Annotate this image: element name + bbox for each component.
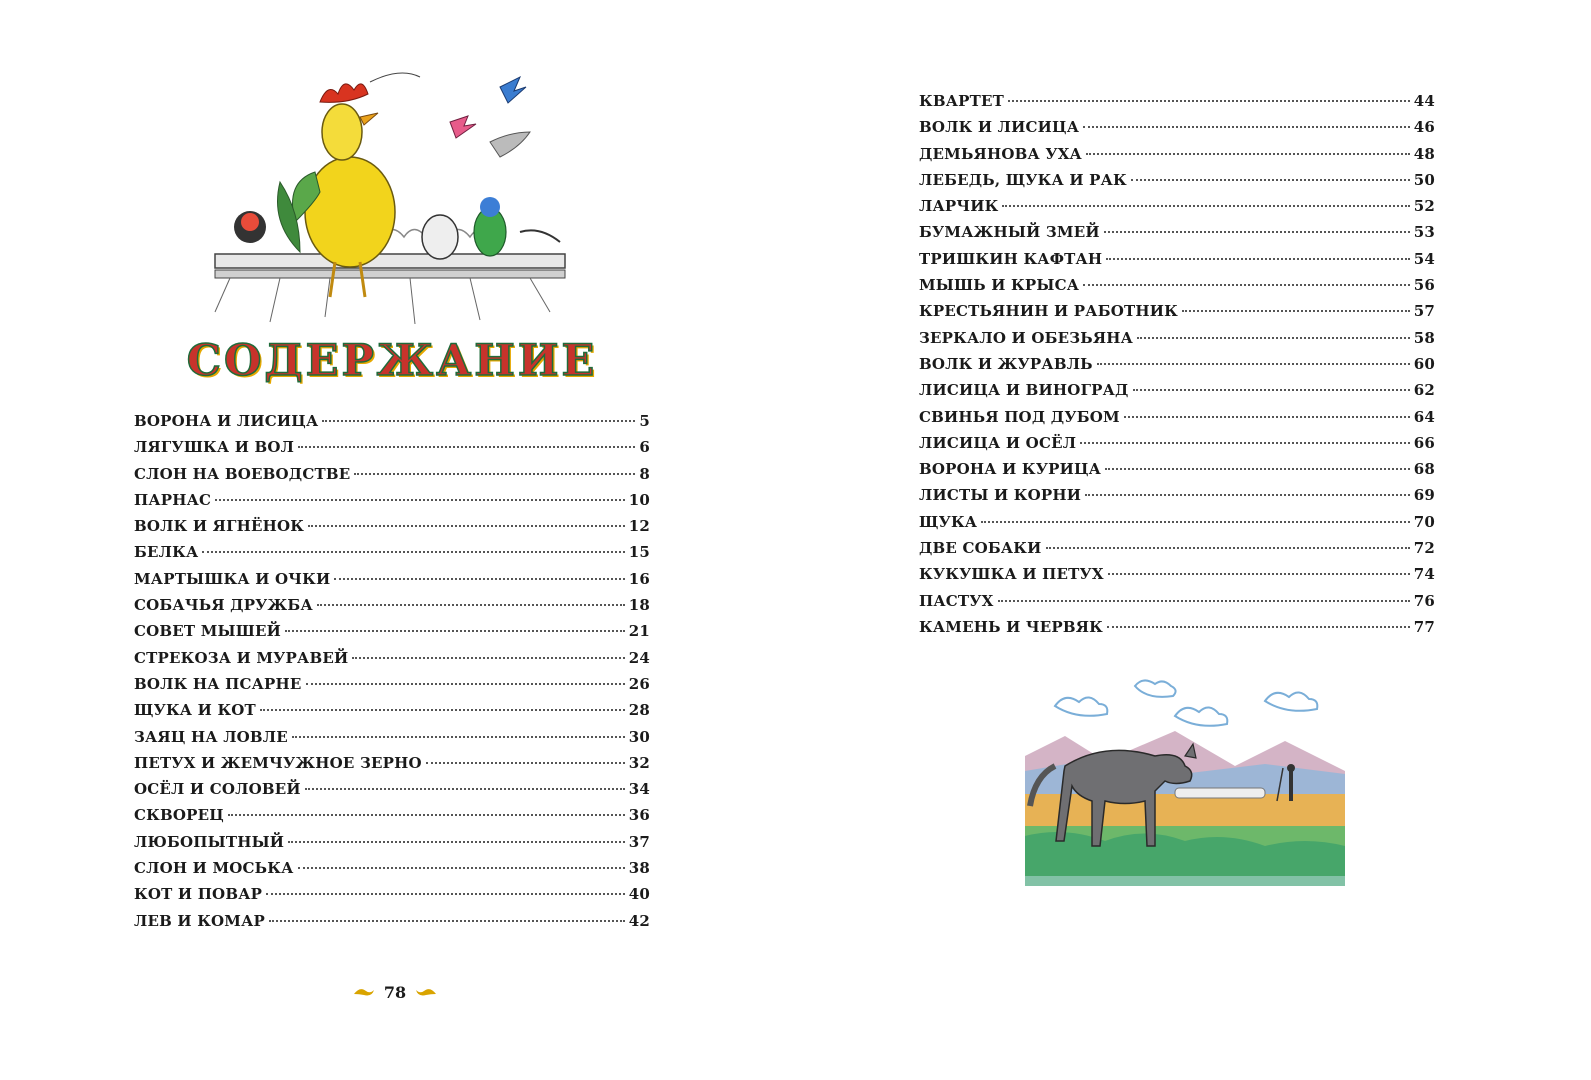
toc-entry-title: СОВЕТ МЫШЕЙ — [134, 622, 281, 641]
toc-entry-page: 44 — [1413, 92, 1435, 110]
toc-entry-title: ЛЮБОПЫТНЫЙ — [134, 832, 285, 851]
toc-entry-page: 72 — [1413, 539, 1435, 558]
toc-entry — [134, 622, 650, 648]
toc-entry-page: 53 — [1413, 223, 1435, 242]
dot-leader — [354, 472, 635, 475]
rooster-and-birds-illustration — [210, 62, 570, 332]
dot-leader — [288, 840, 625, 843]
toc-entry-title: СВИНЬЯ ПОД ДУБОМ — [919, 407, 1120, 426]
toc-entry-title: ЛЯГУШКА И ВОЛ — [134, 438, 295, 457]
dot-leader — [1108, 572, 1410, 575]
toc-entry — [919, 329, 1435, 355]
toc-entry — [134, 859, 650, 885]
toc-entry-page: 18 — [628, 596, 650, 615]
toc-entry — [134, 649, 650, 675]
toc-entry-page: 26 — [628, 674, 650, 693]
toc-entry-title: ЛИСИЦА И ВИНОГРАД — [919, 381, 1129, 400]
toc-entry-title: ОСЁЛ И СОЛОВЕЙ — [134, 780, 301, 799]
toc-entry — [134, 543, 650, 569]
toc-entry — [919, 223, 1435, 249]
dot-leader — [292, 735, 625, 738]
dot-leader — [1105, 467, 1410, 470]
toc-entry-title: МЫШЬ И КРЫСА — [919, 276, 1080, 295]
dot-leader — [1124, 415, 1410, 418]
toc-entry-page: 40 — [628, 885, 650, 904]
toc-entry — [919, 592, 1435, 618]
toc-list-right — [919, 92, 1435, 644]
toc-entry-page: 50 — [1413, 170, 1435, 189]
dot-leader — [1131, 178, 1410, 181]
toc-entry — [919, 276, 1435, 302]
dot-leader — [305, 787, 625, 790]
toc-entry — [919, 355, 1435, 381]
toc-entry — [134, 728, 650, 754]
dot-leader — [1086, 152, 1410, 155]
toc-entry — [134, 596, 650, 622]
toc-entry-page: 56 — [1413, 276, 1435, 295]
toc-entry-page: 74 — [1413, 565, 1435, 584]
toc-entry-title: МАРТЫШКА И ОЧКИ — [134, 569, 331, 588]
toc-list-left — [134, 412, 650, 938]
dot-leader — [1046, 546, 1410, 549]
toc-entry-page: 54 — [1413, 249, 1435, 268]
toc-entry-title: ЩУКА И КОТ — [134, 701, 256, 720]
toc-entry-title: ЩУКА — [919, 512, 978, 531]
toc-entry — [919, 486, 1435, 512]
toc-entry-page: 6 — [639, 438, 650, 457]
toc-entry-page: 24 — [628, 648, 650, 667]
toc-entry-title: ЗЕРКАЛО И ОБЕЗЬЯНА — [919, 328, 1134, 347]
toc-entry-title: КОТ И ПОВАР — [134, 885, 263, 904]
page-number: 78 — [383, 982, 407, 1002]
toc-entry — [134, 675, 650, 701]
dot-leader — [334, 577, 624, 580]
right-page — [795, 0, 1591, 1080]
toc-entry-title: СЛОН НА ВОЕВОДСТВЕ — [134, 464, 351, 483]
toc-entry — [134, 885, 650, 911]
toc-entry-page: 48 — [1413, 144, 1435, 163]
toc-entry-page: 69 — [1413, 486, 1435, 505]
toc-entry-page: 36 — [628, 806, 650, 825]
toc-entry-page: 57 — [1413, 302, 1435, 321]
dot-leader — [266, 892, 625, 895]
dot-leader — [426, 761, 625, 764]
toc-entry — [134, 465, 650, 491]
dot-leader — [317, 603, 625, 606]
toc-entry-page: 52 — [1413, 197, 1435, 216]
toc-entry-page: 68 — [1413, 460, 1435, 479]
toc-entry-title: КВАРТЕТ — [919, 92, 1004, 110]
toc-entry — [134, 701, 650, 727]
toc-entry — [919, 408, 1435, 434]
dot-leader — [1106, 257, 1409, 260]
dot-leader — [1104, 230, 1410, 233]
toc-entry-title: ЛЕБЕДЬ, ЩУКА И РАК — [919, 170, 1127, 189]
toc-entry-title: ПАРНАС — [134, 490, 212, 509]
toc-entry-title: ЛАРЧИК — [919, 197, 999, 216]
toc-entry-title: КРЕСТЬЯНИН И РАБОТНИК — [919, 302, 1178, 321]
toc-entry-title: ВОЛК И ЛИСИЦА — [919, 118, 1080, 137]
toc-entry — [134, 412, 650, 438]
toc-entry-title: ЗАЯЦ НА ЛОВЛЕ — [134, 727, 288, 746]
toc-entry-title: ЛИСТЫ И КОРНИ — [919, 486, 1082, 505]
toc-entry-title: ПАСТУХ — [919, 591, 994, 610]
dot-leader — [1080, 441, 1410, 444]
dot-leader — [1182, 309, 1410, 312]
toc-entry-page: 32 — [628, 753, 650, 772]
toc-entry — [919, 92, 1435, 118]
toc-entry-title: ПЕТУХ И ЖЕМЧУЖНОЕ ЗЕРНО — [134, 753, 422, 772]
toc-entry-title: КАМЕНЬ И ЧЕРВЯК — [919, 617, 1104, 636]
toc-entry-title: КУКУШКА И ПЕТУХ — [919, 565, 1104, 584]
toc-entry — [134, 806, 650, 832]
toc-entry-page: 62 — [1413, 381, 1435, 400]
page-title: СОДЕРЖАНИЕ — [186, 336, 598, 386]
dot-leader — [981, 520, 1409, 523]
toc-entry-page: 28 — [628, 701, 650, 720]
toc-entry-title: ТРИШКИН КАФТАН — [919, 249, 1103, 268]
toc-entry-page: 38 — [628, 859, 650, 878]
toc-entry — [134, 833, 650, 859]
toc-entry-title: ВОРОНА И КУРИЦА — [919, 460, 1102, 479]
toc-entry — [919, 618, 1435, 644]
toc-entry-title: СТРЕКОЗА И МУРАВЕЙ — [134, 648, 349, 667]
toc-entry — [134, 438, 650, 464]
toc-entry — [919, 145, 1435, 171]
toc-entry-page: 42 — [628, 911, 650, 930]
toc-entry-title: ЛЕВ И КОМАР — [134, 911, 266, 930]
toc-entry — [134, 517, 650, 543]
toc-entry — [919, 565, 1435, 591]
toc-entry — [919, 171, 1435, 197]
toc-entry — [134, 491, 650, 517]
dot-leader — [1008, 99, 1410, 102]
toc-entry-title: ВОЛК И ЖУРАВЛЬ — [919, 354, 1093, 373]
dot-leader — [998, 599, 1410, 602]
toc-entry-title: ВОЛК И ЯГНЁНОК — [134, 517, 305, 536]
toc-entry — [134, 912, 650, 938]
toc-entry — [919, 118, 1435, 144]
dot-leader — [298, 866, 625, 869]
toc-entry-title: ЛИСИЦА И ОСЁЛ — [919, 433, 1077, 452]
dot-leader — [1085, 493, 1410, 496]
dot-leader — [352, 656, 624, 659]
toc-entry-page: 30 — [628, 727, 650, 746]
toc-entry — [134, 780, 650, 806]
toc-entry-page: 70 — [1413, 512, 1435, 531]
toc-entry-page: 5 — [639, 412, 650, 430]
dot-leader — [202, 550, 624, 553]
toc-entry-page: 16 — [628, 569, 650, 588]
page-footer — [340, 980, 450, 1004]
toc-entry-title: ДВЕ СОБАКИ — [919, 539, 1042, 558]
dot-leader — [215, 498, 625, 501]
left-ornament-icon — [352, 986, 376, 998]
dot-leader — [269, 919, 625, 922]
right-ornament-icon — [414, 986, 438, 998]
toc-entry-page: 66 — [1413, 433, 1435, 452]
toc-entry — [919, 539, 1435, 565]
toc-entry — [919, 460, 1435, 486]
toc-entry-page: 37 — [628, 832, 650, 851]
dot-leader — [322, 419, 635, 422]
toc-entry-page: 58 — [1413, 328, 1435, 347]
dot-leader — [306, 682, 625, 685]
toc-entry-page: 60 — [1413, 354, 1435, 373]
toc-entry-page: 34 — [628, 780, 650, 799]
toc-entry-page: 46 — [1413, 118, 1435, 137]
toc-entry-page: 21 — [628, 622, 650, 641]
toc-entry — [919, 381, 1435, 407]
toc-entry-title: БУМАЖНЫЙ ЗМЕЙ — [919, 223, 1100, 242]
toc-entry — [919, 302, 1435, 328]
toc-entry-page: 77 — [1413, 617, 1435, 636]
toc-entry-title: СОБАЧЬЯ ДРУЖБА — [134, 596, 313, 615]
toc-entry — [919, 513, 1435, 539]
toc-entry-title: СКВОРЕЦ — [134, 806, 224, 825]
left-page — [0, 0, 795, 1080]
dot-leader — [1097, 362, 1410, 365]
toc-entry — [919, 250, 1435, 276]
dot-leader — [260, 708, 625, 711]
toc-entry-page: 10 — [628, 490, 650, 509]
dot-leader — [285, 629, 625, 632]
toc-entry-title: ДЕМЬЯНОВА УХА — [919, 144, 1082, 163]
dot-leader — [1133, 388, 1410, 391]
toc-entry-page: 64 — [1413, 407, 1435, 426]
toc-entry-title: БЕЛКА — [134, 543, 199, 562]
dot-leader — [1002, 204, 1409, 207]
dot-leader — [298, 445, 635, 448]
toc-entry-title: ВОРОНА И ЛИСИЦА — [134, 412, 319, 430]
toc-entry — [919, 197, 1435, 223]
toc-entry-page: 8 — [639, 464, 650, 483]
toc-entry-page: 76 — [1413, 591, 1435, 610]
dot-leader — [1083, 125, 1410, 128]
toc-entry-page: 15 — [628, 543, 650, 562]
toc-entry — [134, 754, 650, 780]
wolf-and-shepherd-illustration — [1025, 676, 1345, 886]
dot-leader — [1137, 336, 1410, 339]
dot-leader — [1107, 625, 1410, 628]
toc-entry — [919, 434, 1435, 460]
toc-entry-title: ВОЛК НА ПСАРНЕ — [134, 674, 302, 693]
toc-entry — [134, 570, 650, 596]
dot-leader — [1083, 283, 1410, 286]
dot-leader — [308, 524, 625, 527]
toc-entry-title: СЛОН И МОСЬКА — [134, 859, 294, 878]
toc-entry-page: 12 — [628, 517, 650, 536]
dot-leader — [228, 813, 625, 816]
